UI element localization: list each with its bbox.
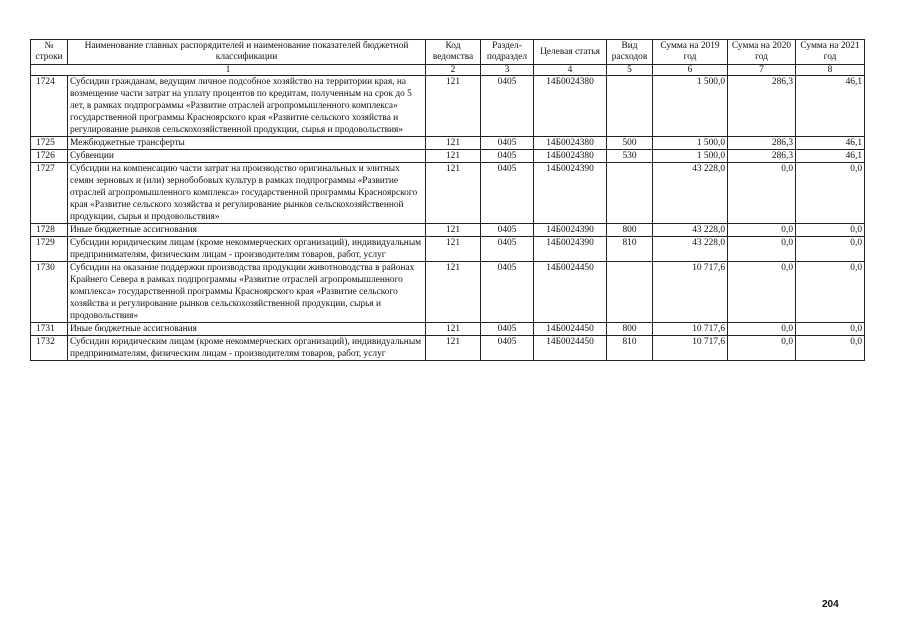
table-row [31, 237, 865, 262]
budget-table [30, 39, 865, 361]
expense-type: 800 [607, 323, 653, 336]
row-number: 1730 [31, 262, 68, 323]
column-number: 4 [534, 65, 607, 76]
ministry-code: 121 [426, 262, 481, 323]
table-row [31, 323, 865, 336]
section-code: 0405 [481, 137, 534, 150]
column-number: 1 [31, 65, 426, 76]
target-article: 14Б0024380 [534, 150, 607, 163]
target-article: 14Б0024450 [534, 323, 607, 336]
sum-2021: 0,0 [796, 163, 865, 224]
expense-type: 810 [607, 336, 653, 361]
header-section: Раздел-подраздел [481, 40, 534, 65]
header-sum-2020: Сумма на 2020 год [728, 40, 796, 65]
sum-2020: 286,3 [728, 76, 796, 137]
column-number: 5 [607, 65, 653, 76]
row-number: 1726 [31, 150, 68, 163]
sum-2019: 1 500,0 [653, 150, 728, 163]
row-number: 1731 [31, 323, 68, 336]
target-article: 14Б0024380 [534, 137, 607, 150]
sum-2021: 46,1 [796, 76, 865, 137]
table-row [31, 163, 865, 224]
table-row [31, 76, 865, 137]
row-number: 1732 [31, 336, 68, 361]
table-row [31, 150, 865, 163]
sum-2019: 1 500,0 [653, 137, 728, 150]
target-article: 14Б0024380 [534, 76, 607, 137]
sum-2020: 0,0 [728, 237, 796, 262]
sum-2020: 0,0 [728, 262, 796, 323]
expense-type: 800 [607, 224, 653, 237]
indicator-name: Субвенции [68, 150, 426, 163]
header-expense-type: Вид расходов [607, 40, 653, 65]
target-article: 14Б0024450 [534, 336, 607, 361]
header-sum-2021: Сумма на 2021 год [796, 40, 865, 65]
header-row-number: № строки [31, 40, 68, 65]
row-number: 1729 [31, 237, 68, 262]
target-article: 14Б0024450 [534, 262, 607, 323]
ministry-code: 121 [426, 323, 481, 336]
ministry-code: 121 [426, 224, 481, 237]
row-number: 1724 [31, 76, 68, 137]
sum-2021: 0,0 [796, 224, 865, 237]
section-code: 0405 [481, 323, 534, 336]
sum-2021: 0,0 [796, 237, 865, 262]
sum-2021: 0,0 [796, 262, 865, 323]
sum-2019: 43 228,0 [653, 224, 728, 237]
column-number: 2 [426, 65, 481, 76]
ministry-code: 121 [426, 163, 481, 224]
sum-2019: 10 717,6 [653, 336, 728, 361]
table-row [31, 137, 865, 150]
expense-type [607, 163, 653, 224]
sum-2019: 10 717,6 [653, 323, 728, 336]
sum-2021: 0,0 [796, 336, 865, 361]
sum-2020: 0,0 [728, 224, 796, 237]
indicator-name: Субсидии юридическим лицам (кроме некоммерческих организаций), индивидуальным предпринимателям, физическим лицам - производителям товаров, работ, услуг [68, 336, 426, 361]
table-body [31, 76, 865, 361]
sum-2020: 0,0 [728, 163, 796, 224]
expense-type [607, 262, 653, 323]
column-number: 8 [796, 65, 865, 76]
section-code: 0405 [481, 224, 534, 237]
sum-2020: 0,0 [728, 336, 796, 361]
header-target-article: Целевая статья [534, 40, 607, 65]
table-row [31, 336, 865, 361]
sum-2019: 1 500,0 [653, 76, 728, 137]
sum-2021: 46,1 [796, 150, 865, 163]
section-code: 0405 [481, 163, 534, 224]
indicator-name: Субсидии на оказание поддержки производства продукции животноводства в районах Крайнего Севера в рамках подпрограммы «Развитие отраслей агропромышленного комплекса» государственной программы Красноярского края «Развитие сельского хозяйства и регулирование рынков сельскохозяйственной продукции, сырья и продовольствия» [68, 262, 426, 323]
row-number: 1727 [31, 163, 68, 224]
section-code: 0405 [481, 76, 534, 137]
header-ministry-code: Код ведомства [426, 40, 481, 65]
sum-2020: 0,0 [728, 323, 796, 336]
row-number: 1725 [31, 137, 68, 150]
column-number: 3 [481, 65, 534, 76]
expense-type: 810 [607, 237, 653, 262]
sum-2021: 46,1 [796, 137, 865, 150]
ministry-code: 121 [426, 336, 481, 361]
section-code: 0405 [481, 262, 534, 323]
indicator-name: Иные бюджетные ассигнования [68, 323, 426, 336]
sum-2019: 43 228,0 [653, 237, 728, 262]
column-number: 6 [653, 65, 728, 76]
sum-2019: 43 228,0 [653, 163, 728, 224]
target-article: 14Б0024390 [534, 224, 607, 237]
table-row [31, 224, 865, 237]
row-number: 1728 [31, 224, 68, 237]
expense-type [607, 76, 653, 137]
expense-type: 500 [607, 137, 653, 150]
table-row [31, 262, 865, 323]
indicator-name: Субсидии юридическим лицам (кроме некоммерческих организаций), индивидуальным предпринимателям, физическим лицам - производителям товаров, работ, услуг [68, 237, 426, 262]
indicator-name: Межбюджетные трансферты [68, 137, 426, 150]
sum-2019: 10 717,6 [653, 262, 728, 323]
ministry-code: 121 [426, 237, 481, 262]
sum-2021: 0,0 [796, 323, 865, 336]
indicator-name: Субсидии гражданам, ведущим личное подсобное хозяйство на территории края, на возмещение части затрат на уплату процентов по кредитам, полученным на срок до 5 лет, в рамках подпрограммы «Развитие отраслей агропромышленного комплекса» государственной программы Красноярского края «Развитие сельского хозяйства и регулирование рынков сельскохозяйственной продукции, сырья и продовольствия» [68, 76, 426, 137]
indicator-name: Иные бюджетные ассигнования [68, 224, 426, 237]
ministry-code: 121 [426, 150, 481, 163]
target-article: 14Б0024390 [534, 163, 607, 224]
sum-2020: 286,3 [728, 150, 796, 163]
section-code: 0405 [481, 237, 534, 262]
ministry-code: 121 [426, 76, 481, 137]
section-code: 0405 [481, 336, 534, 361]
indicator-name: Субсидии на компенсацию части затрат на производство оригинальных и элитных семян зерновых и (или) зернобобовых культур в рамках подпрограммы «Развитие отраслей агропромышленного комплекса» государственной программы Красноярского края «Развитие сельского хозяйства и регулирование рынков сельскохозяйственной продукции, сырья и продовольствия» [68, 163, 426, 224]
table-header-row [31, 40, 865, 65]
sum-2020: 286,3 [728, 137, 796, 150]
column-number-row [31, 65, 865, 76]
column-number: 7 [728, 65, 796, 76]
header-sum-2019: Сумма на 2019 год [653, 40, 728, 65]
section-code: 0405 [481, 150, 534, 163]
expense-type: 530 [607, 150, 653, 163]
header-name: Наименование главных распорядителей и наименование показателей бюджетной классификации [68, 40, 426, 65]
page-number: 204 [822, 599, 839, 610]
target-article: 14Б0024390 [534, 237, 607, 262]
ministry-code: 121 [426, 137, 481, 150]
